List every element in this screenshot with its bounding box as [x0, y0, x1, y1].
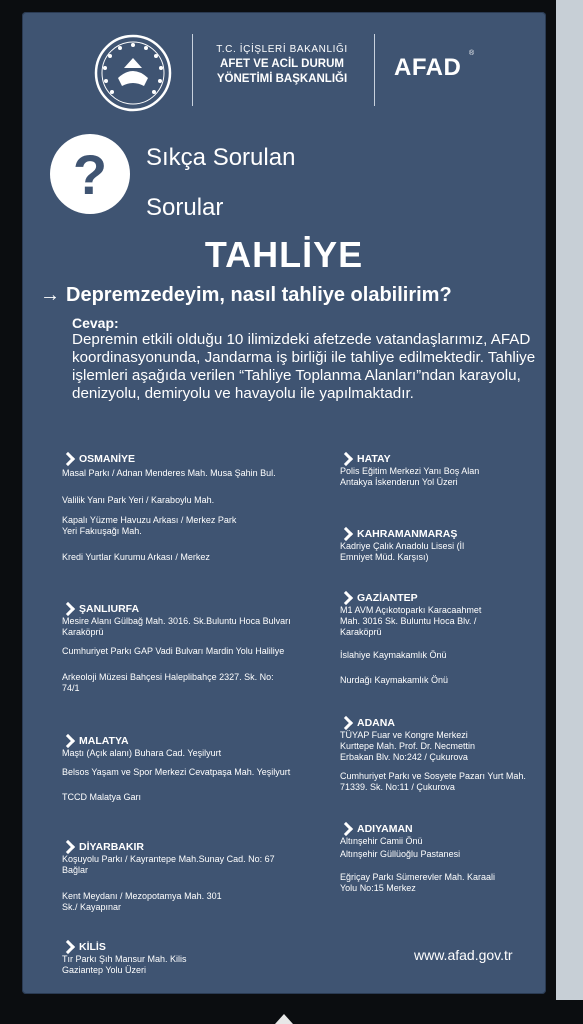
question-mark-icon: ? — [50, 134, 130, 214]
city-name: ŞANLIURFA — [79, 603, 140, 615]
header-divider — [374, 34, 375, 106]
city-name: ADIYAMAN — [357, 823, 413, 835]
city-block — [340, 591, 540, 686]
chevron-right-icon — [61, 602, 75, 616]
address: Arkeoloji Müzesi Bahçesi Haleplibahçe 2327. Sk. No: 74/1 — [62, 672, 274, 693]
address: İslahiye Kaymakamlık Önü — [340, 650, 447, 660]
city-name: KAHRAMANMARAŞ — [357, 528, 458, 540]
city-name: GAZİANTEP — [357, 592, 418, 604]
city-name-heading — [340, 591, 540, 605]
city-block — [62, 602, 302, 694]
address: Cumhuriyet Parkı ve Sosyete Pazarı Yurt Mah. 71339. Sk. No:11 / Çukurova — [340, 771, 526, 792]
address: Tır Parkı Şıh Mansur Mah. Kilis Gaziantep Yolu Üzeri — [62, 954, 187, 975]
city-block — [62, 452, 322, 563]
question-text: Depremzedeyim, nasıl tahliye olabilirim? — [66, 284, 452, 306]
address: TCCD Malatya Garı — [62, 792, 142, 802]
question-heading — [40, 284, 452, 307]
address: Kapalı Yüzme Havuzu Arkası / Merkez Park Yeri Fakıuşağı Mah. — [62, 515, 237, 536]
chevron-right-icon — [61, 940, 75, 954]
address: Kredi Yurtlar Kurumu Arkası / Merkez — [62, 552, 210, 562]
website-link[interactable]: www.afad.gov.tr — [414, 947, 513, 963]
city-name-heading — [340, 822, 540, 836]
city-block — [340, 822, 540, 894]
city-name-heading — [340, 527, 470, 541]
city-name-heading — [62, 602, 302, 616]
city-name: OSMANİYE — [79, 453, 136, 465]
address: Mesire Alanı Gülbağ Mah. 3016. Sk.Buluntu Hoca Bulvarı Karaköprü — [62, 616, 291, 637]
chevron-right-icon — [339, 591, 353, 605]
city-name: DİYARBAKIR — [79, 841, 144, 853]
chevron-right-icon — [339, 452, 353, 466]
infographic-card — [22, 12, 546, 994]
topic-title: TAHLİYE — [204, 234, 364, 275]
city-name: MALATYA — [79, 735, 129, 747]
city-name-heading — [340, 452, 510, 466]
faq-title-line2: Sorular — [146, 194, 224, 221]
header-divider — [192, 34, 193, 106]
registered-mark: ® — [469, 50, 475, 57]
answer-text: Depremin etkili olduğu 10 ilimizdeki afetzede vatandaşlarımız, AFAD koordinasyonunda, Jandarma iş birliği ile tahliye edilmektedir. Tahliye işlemleri aşağıda verilen “Tahliye Toplanma Alanları”ndan karayolu, denizyolu, demiryolu ve havayolu ile yapılmaktadır. — [72, 331, 536, 402]
city-name: HATAY — [357, 453, 391, 465]
bottom-bar — [0, 1000, 583, 1024]
ministry-name — [197, 42, 367, 87]
chevron-right-icon — [339, 527, 353, 541]
city-block — [340, 527, 470, 563]
chevron-right-icon — [339, 822, 353, 836]
faq-title-line1: Sıkça Sorulan — [146, 144, 296, 171]
city-name-heading — [62, 734, 322, 748]
address: Kent Meydanı / Mezopotamya Mah. 301 Sk./ Kayapınar — [62, 891, 222, 912]
ministry-line1: T.C. İÇİŞLERİ BAKANLIĞI — [216, 44, 348, 55]
address: Eğriçay Parkı Sümerevler Mah. Karaali Yolu No:15 Merkez — [340, 872, 496, 893]
answer-label: Cevap: — [72, 315, 119, 331]
background-strip — [556, 0, 583, 1024]
address: Altınşehir Camii Önü — [340, 836, 423, 846]
chevron-right-icon — [61, 452, 75, 466]
city-name-heading — [62, 452, 322, 466]
chevron-right-icon — [61, 840, 75, 854]
address: Cumhuriyet Parkı GAP Vadi Bulvarı Mardin Yolu Haliliye — [62, 646, 285, 656]
address: Koşuyolu Parkı / Kayrantepe Mah.Sunay Cad. No: 67 Bağlar — [62, 854, 275, 875]
chevron-right-icon — [61, 734, 75, 748]
city-block — [62, 840, 282, 913]
city-name-heading — [62, 940, 212, 954]
address: M1 AVM Açıkotoparkı Karacaahmet Mah. 3016 Sk. Buluntu Hoca Blv. / Karaköprü — [340, 605, 482, 637]
city-block — [62, 940, 212, 976]
city-name: KİLİS — [79, 941, 106, 953]
address: Kadriye Çalık Anadolu Lisesi (İl Emniyet Müd. Karşısı) — [340, 541, 465, 562]
address: Polis Eğitim Merkezi Yanı Boş Alan Antakya İskenderun Yol Üzeri — [340, 466, 480, 487]
address: Maştı (Açık alanı) Buhara Cad. Yeşilyurt — [62, 748, 222, 758]
address: TÜYAP Fuar ve Kongre Merkezi Kurttepe Mah. Prof. Dr. Necmettin Erbakan Blv. No:242 / Çukurova — [340, 730, 476, 762]
city-block — [340, 452, 510, 488]
arrow-right-icon: → — [40, 284, 60, 306]
ministry-line2: AFET VE ACİL DURUM — [220, 58, 344, 70]
ministry-seal-icon — [94, 34, 172, 112]
address: Belsos Yaşam ve Spor Merkezi Cevatpaşa Mah. Yeşilyurt — [62, 767, 291, 777]
address: Altınşehir Güllüoğlu Pastanesi — [340, 849, 461, 859]
ministry-line3: YÖNETİMİ BAŞKANLIĞI — [216, 73, 348, 85]
address: Masal Parkı / Adnan Menderes Mah. Musa Şahin Bul. — [62, 468, 276, 478]
city-block — [62, 734, 322, 803]
city-name-heading — [62, 840, 282, 854]
address: Nurdağı Kaymakamlık Önü — [340, 675, 449, 685]
chevron-right-icon — [339, 716, 353, 730]
afad-logo: AFAD — [394, 54, 462, 81]
city-name: ADANA — [357, 717, 395, 729]
city-block — [340, 716, 540, 793]
city-name-heading — [340, 716, 540, 730]
address: Valilik Yanı Park Yeri / Karaboylu Mah. — [62, 495, 215, 505]
